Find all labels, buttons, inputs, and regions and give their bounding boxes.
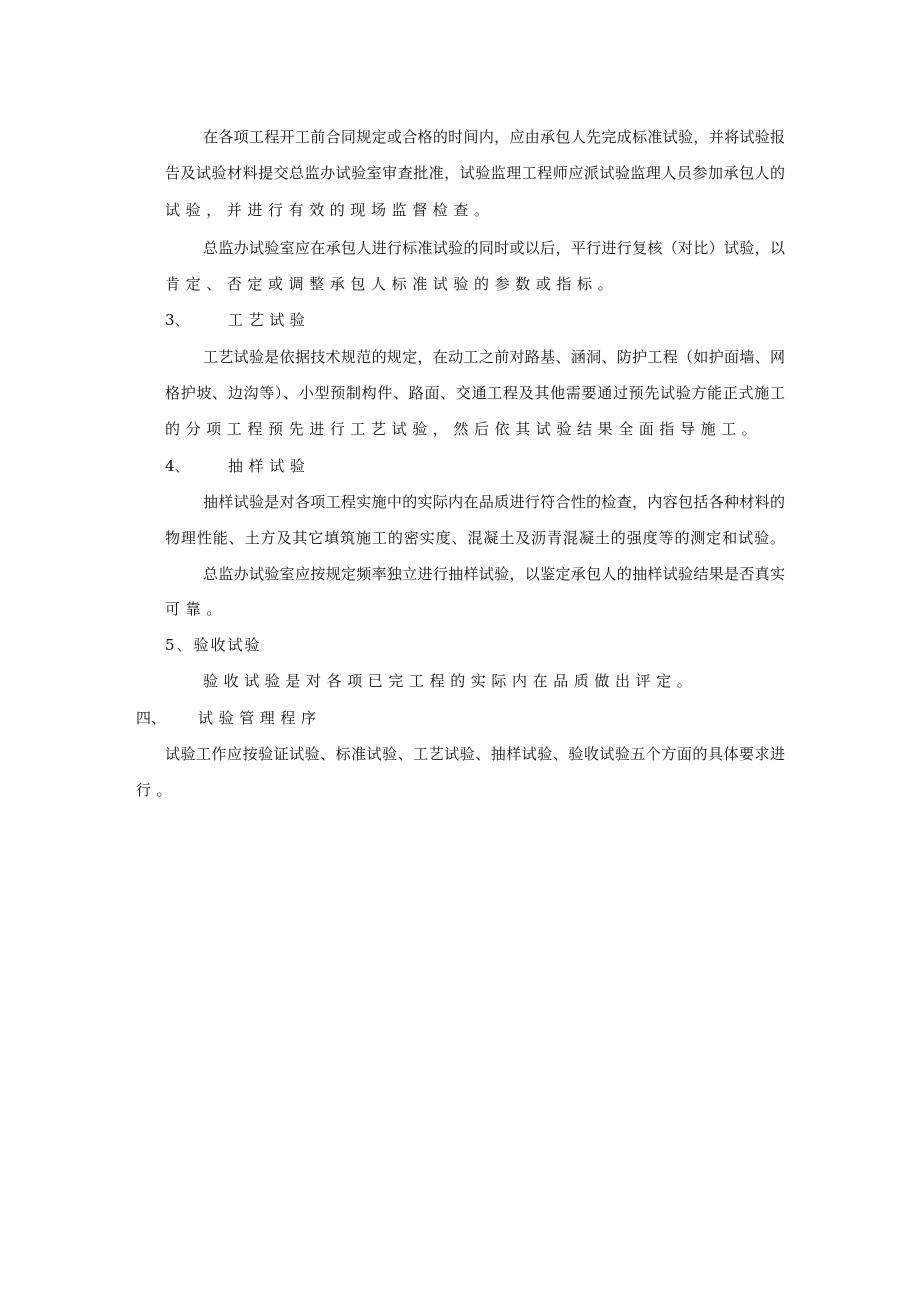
section-heading: 5、验收试验 <box>165 636 262 654</box>
paragraph-line: 总监办试验室应按规定频率独立进行抽样试验，以鉴定承包人的抽样试验结果是否真实 <box>203 565 785 583</box>
paragraph-line: 验收试验是对各项已完工程的实际内在品质做出评定。 <box>203 672 698 690</box>
section-heading: 抽样试验 <box>228 457 311 475</box>
section-number: 4、 <box>165 457 190 475</box>
paragraph-line: 试验工作应按验证试验、标准试验、工艺试验、抽样试验、验收试验五个方面的具体要求进 <box>165 745 785 763</box>
paragraph-line: 在各项工程开工前合同规定或合格的时间内，应由承包人先完成标准试验，并将试验报 <box>203 128 785 146</box>
paragraph-line: 总监办试验室应在承包人进行标准试验的同时或以后，平行进行复核（对比）试验，以 <box>203 239 785 257</box>
paragraph-line: 可靠。 <box>165 600 227 618</box>
paragraph-line: 行。 <box>136 781 178 799</box>
paragraph-line: 抽样试验是对各项工程实施中的实际内在品质进行符合性的检查，内容包括各种材料的 <box>203 493 785 511</box>
paragraph-line: 肯定、否定或调整承包人标准试验的参数或指标。 <box>165 275 619 293</box>
paragraph-line: 格护坡、边沟等）、小型预制构件、路面、交通工程及其他需要通过预先试验方能正式施工 <box>165 384 785 402</box>
section-number: 3、 <box>165 311 190 329</box>
paragraph-line: 工艺试验是依据技术规范的规定，在动工之前对路基、涵洞、防护工程（如护面墙、网 <box>203 348 785 366</box>
paragraph-line: 试验，并进行有效的现场监督检查。 <box>165 201 495 219</box>
section-heading: 工艺试验 <box>228 311 311 329</box>
paragraph-line: 告及试验材料提交总监办试验室审查批准，试验监理工程师应派试验监理人员参加承包人的 <box>165 164 785 182</box>
paragraph-line: 物理性能、土方及其它填筑施工的密实度、混凝土及沥青混凝土的强度等的测定和试验。 <box>165 529 785 547</box>
paragraph-line: 的分项工程预先进行工艺试验，然后依其试验结果全面指导施工。 <box>165 420 763 438</box>
chapter-heading: 试验管理程序 <box>198 709 322 727</box>
chapter-number: 四、 <box>136 709 167 727</box>
